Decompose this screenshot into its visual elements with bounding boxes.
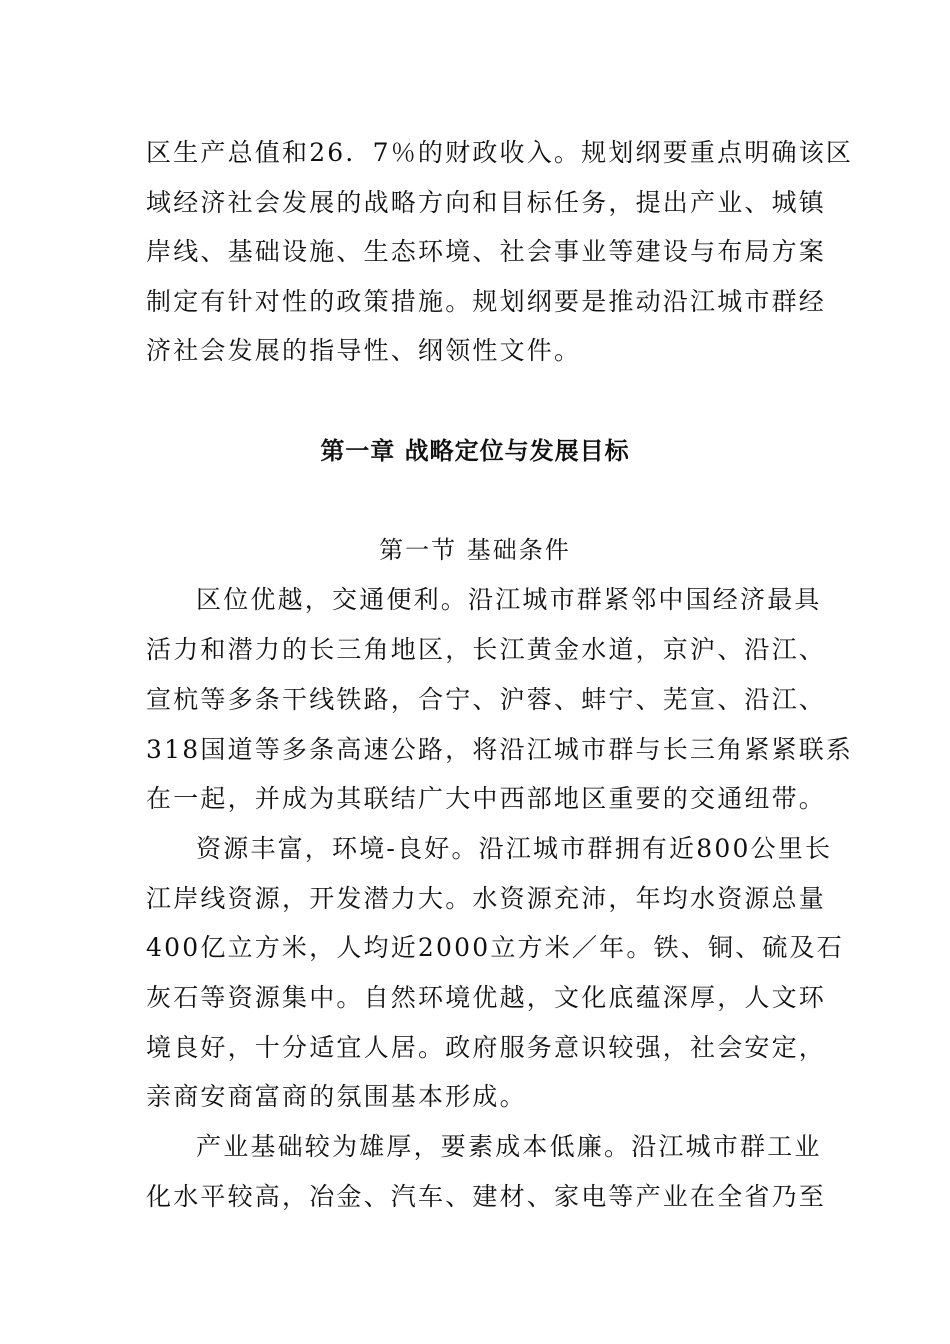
resources-line-3: 400亿立方米，人均近2000立方米／年。铁、铜、硫及石 (146, 933, 844, 962)
resources-line-4: 灰石等资源集中。自然环境优越，文化底蕴深厚，人文环 (146, 983, 827, 1012)
location-line-4: 318国道等多条高速公路，将沿江城市群与长三角紧紧联系 (146, 735, 854, 764)
intro-line-4: 制定有针对性的政策措施。规划纲要是推动沿江城市群经 (146, 287, 827, 316)
section-title: 第一节 基础条件 (379, 536, 571, 564)
location-line-1: 区位优越，交通便利。沿江城市群紧邻中国经济最具 (196, 585, 822, 614)
resources-line-6: 亲商安商富商的氛围基本形成。 (146, 1082, 527, 1111)
resources-line-5: 境良好，十分适宜人居。政府服务意识较强，社会安定， (146, 1033, 827, 1062)
location-line-2: 活力和潜力的长三角地区，长江黄金水道，京沪、沿江、 (146, 635, 827, 664)
intro-line-3: 岸线、基础设施、生态环境、社会事业等建设与布局方案 (146, 237, 827, 266)
chapter-title: 第一章 战略定位与发展目标 (320, 437, 630, 465)
location-line-3: 宣杭等多条干线铁路，合宁、沪蓉、蚌宁、芜宣、沿江、 (146, 685, 827, 714)
resources-line-1: 资源丰富，环境-良好。沿江城市群拥有近800公里长 (196, 834, 833, 863)
intro-line-2: 域经济社会发展的战略方向和目标任务，提出产业、城镇 (146, 188, 827, 217)
intro-line-5: 济社会发展的指导性、纲领性文件。 (146, 336, 582, 365)
industry-line-1: 产业基础较为雄厚，要素成本低廉。沿江城市群工业 (196, 1132, 822, 1161)
intro-line-1: 区生产总值和26．7％的财政收入。规划纲要重点明确该区 (146, 138, 854, 167)
resources-line-2: 江岸线资源，开发潜力大。水资源充沛，年均水资源总量 (146, 884, 827, 913)
industry-line-2: 化水平较高，冶金、汽车、建材、家电等产业在全省乃至 (146, 1182, 827, 1211)
location-line-5: 在一起，并成为其联结广大中西部地区重要的交通纽带。 (146, 784, 827, 813)
